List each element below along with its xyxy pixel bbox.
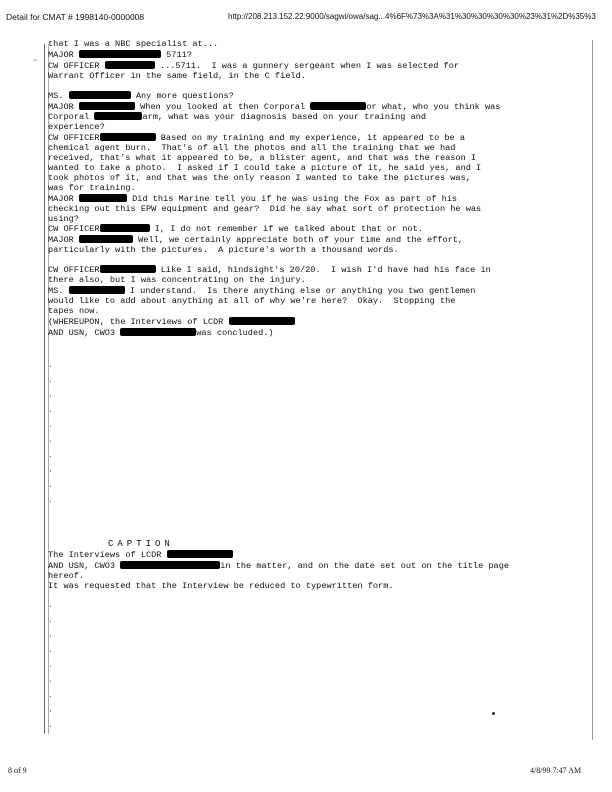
transcript-line: CW OFFICER Based on my training and my experience, it appeared to be a — [48, 133, 466, 144]
redaction-block — [94, 112, 142, 120]
redaction-block — [120, 561, 220, 569]
transcript-body — [48, 40, 553, 338]
margin-dots: . . . . . . . . . . — [48, 361, 53, 505]
caption-line: It was requested that the Interview be reduced to typewritten form. — [48, 580, 394, 591]
redaction-block — [69, 286, 125, 294]
page-number: 8 of 9 — [8, 766, 27, 775]
transcript-line: that I was a NBC specialist at... — [48, 39, 219, 49]
caption-heading: CAPTION — [108, 539, 174, 549]
transcript-line: received, that's what it appeared to be, a blister agent, and that was the reason I — [48, 153, 477, 164]
margin-dots: . . . . . . . . . — [48, 601, 53, 730]
redaction-block — [79, 102, 135, 110]
transcript-line: experience? — [48, 122, 105, 133]
transcript-line: MAJOR 5711? — [48, 49, 192, 60]
transcript-line: was for training. — [48, 182, 136, 193]
transcript-line: took photos of it, and that was the only reason I wanted to take the pictures was, — [48, 172, 471, 183]
print-datetime: 4/8/99 7:47 AM — [530, 766, 582, 775]
redaction-block — [100, 133, 156, 141]
transcript-line: particularly with the pictures. A picture's worth a thousand words. — [48, 245, 399, 256]
transcript-line: MAJOR Well, we certainly appreciate both of your time and the effort, — [48, 235, 464, 246]
transcript-line: CW OFFICER Like I said, hindsight's 20/20. I wish I'd have had his face in — [48, 265, 491, 276]
document-header-title: Detail for CMAT # 1998140-0000008 — [6, 12, 145, 22]
redaction-block — [100, 265, 156, 273]
redaction-block — [167, 550, 233, 558]
transcript-line: Warrant Officer in the same field, in the C field. — [48, 70, 306, 81]
transcript-line: there also, but I was concentrating on the injury. — [48, 275, 306, 286]
transcript-line: MS. I understand. Is there anything else or anything you two gentlemen — [48, 285, 476, 296]
transcript-line: CW OFFICER ...5711. I was a gunnery sergeant when I was selected for — [48, 60, 460, 71]
transcript-line: AND USN, CWO3 was concluded.) — [48, 327, 274, 338]
redaction-block — [310, 102, 366, 110]
transcript-line: Corporal arm, what was your diagnosis based on your training and — [48, 112, 427, 123]
caption-line: hereof. — [48, 570, 85, 581]
transcript-line: (WHEREUPON, the Interviews of LCDR — [48, 317, 553, 328]
redaction-block — [229, 317, 295, 325]
transcript-line: chemical agent burn. That's of all the photos and all the training that we had — [48, 143, 456, 154]
transcript-line: wanted to take a photo. I asked if I could take a picture of it, he said yes, and I — [48, 162, 482, 173]
left-margin-rule — [44, 44, 45, 734]
redaction-block — [120, 328, 196, 336]
redaction-block — [79, 235, 133, 243]
transcript-line: using? — [48, 213, 79, 224]
transcript-line: MAJOR When you looked at then Corporal or what, who you think was — [48, 101, 501, 112]
transcript-line: checking out this EPW equipment and gear? Did he say what sort of protection he was — [48, 203, 482, 214]
redaction-block — [105, 61, 155, 69]
document-header-url: http://208.213.152.22:9000/sagwi/owa/sag...4%6F%73%3A%31%30%30%30%30%23%31%2D%35%3 — [228, 12, 596, 21]
caption-body — [48, 550, 553, 592]
redaction-block — [79, 50, 161, 58]
stray-mark — [492, 712, 495, 715]
transcript-line: MAJOR Did this Marine tell you if he was using the Fox as part of his — [48, 193, 458, 204]
transcript-line: MS. Any more questions? — [48, 90, 234, 101]
redaction-block — [69, 91, 131, 99]
redaction-block — [100, 224, 150, 232]
transcript-line: tapes now. — [48, 305, 100, 316]
caption-line: AND USN, CWO3 in the matter, and on the date set out on the title page — [48, 560, 510, 571]
transcript-line: CW OFFICER I, I do not remember if we talked about that or not. — [48, 224, 423, 235]
redaction-block — [79, 194, 127, 202]
caption-line: The Interviews of LCDR — [48, 550, 553, 561]
margin-tick-mark: ~ — [33, 56, 38, 65]
transcript-line: would like to add about anything at all of why we're here? Okay. Stopping the — [48, 295, 456, 306]
